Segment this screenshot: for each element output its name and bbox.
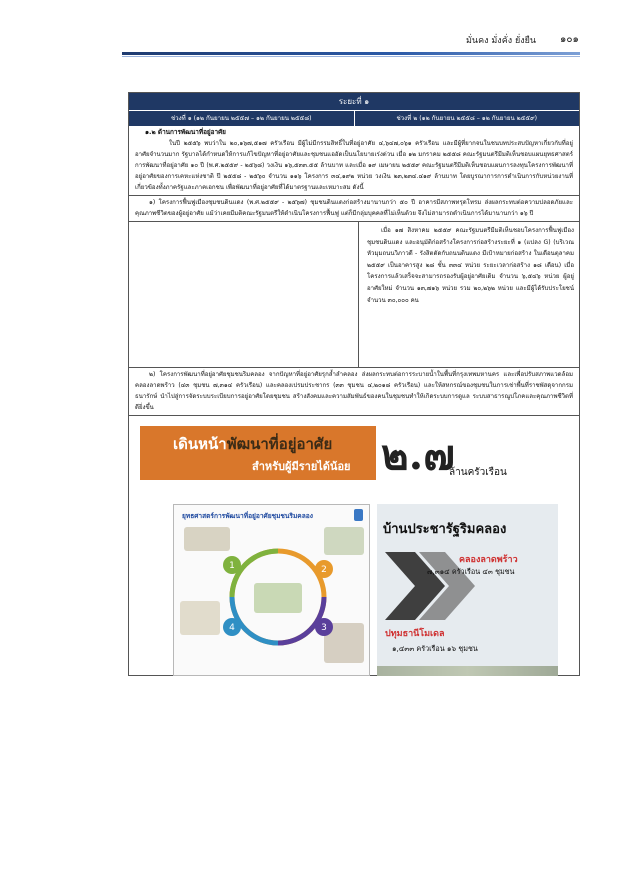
- period-1-header: ช่วงที่ ๑ (๑๒ กันยายน ๒๕๕๗ – ๑๒ กันยายน ๒๕๕๘): [170, 115, 312, 122]
- canal2-info: ๑,๔๓๓ ครัวเรือน ๑๖ ชุมชน: [392, 644, 478, 653]
- step-3-label: 3: [321, 623, 327, 633]
- strategy-cycle-diagram: [174, 505, 371, 677]
- banner: [140, 426, 376, 480]
- banner-line1-white: เดินหน้า: [173, 435, 227, 453]
- strategy-plan-box: [173, 504, 370, 676]
- item1-block: [129, 195, 579, 221]
- canal1-name: คลองลาดพร้าว: [459, 555, 518, 565]
- big-number: ๒.๗: [381, 430, 455, 479]
- intro-paragraph: ในปี ๒๕๕๖ พบว่าใน ๒๐,๑๖๗,๕๑๗ ครัวเรือน มีผู้ไม่มีกรรมสิทธิ์ในที่อยู่อาศัย ๔,๖๔๗,๐๖๑ ครัวเรือน และมีผู้ที่ยากจนในชนบทประสบปัญหาเกี่ยวกับที่อยู่อาศัยจำนวนมาก รัฐบาลได้กำหนดให้การแก้ไขปัญหาที่อยู่อาศัยและชุมชนแออัดเป็นนโยบายเร่งด่วน เมื่อ ๑๒ มกราคม ๒๕๕๘ คณะรัฐมนตรีมีมติเห็นชอบแผนยุทธศาสตร์การพัฒนาที่อยู่อาศัย ๑๐ ปี (พ.ศ.๒๕๕๙ - ๒๕๖๘) วงเงิน ๑๖,๕๓๓.๕๕ ล้านบาท และเมื่อ ๑๙ เมษายน ๒๕๕๙ คณะรัฐมนตรีมีมติเห็นชอบแผนการลงทุนโครงการพัฒนาที่อยู่อาศัยของการเคหะแห่งชาติ ปี ๒๕๕๘ - ๒๕๖๐ จำนวน ๑๑๖ โครงการ ๓๔,๑๙๒ หน่วย วงเงิน ๒๓,๒๓๔.๔๑๙ ล้านบาท โดยบูรณาการการดำเนินการกับหน่วยงานที่เกี่ยวข้องทั้งภาครัฐและภาคเอกชน เพื่อพัฒนาที่อยู่อาศัยที่ได้มาตรฐานและเหมาะสม ดังนี้: [135, 140, 573, 191]
- item1-phase1-cell: [129, 222, 359, 367]
- cycle-center-illustration: [254, 583, 302, 613]
- banner-line1: [173, 432, 332, 456]
- step-4-label: 4: [229, 623, 235, 633]
- village-box: [377, 504, 558, 676]
- page-number: ๑๐๑: [560, 34, 579, 45]
- housing-section: [129, 126, 579, 195]
- item1-phase2-text: เมื่อ ๑๗ สิงหาคม ๒๕๕๙ คณะรัฐมนตรีมีมติเห็นชอบโครงการฟื้นฟูเมืองชุมชนดินแดง และอนุมัติก่อสร้างโครงการก่อสร้างระยะที่ ๑ (แปลง G) (บริเวณหัวมุมถนนวิภาวดี - รังสิตตัดกับถนนดินแดง มีเป้าหมายก่อสร้าง ในเดือนตุลาคม ๒๕๕๙ เป็นอาคารสูง ๒๘ ชั้น ๓๓๔ หน่วย ระยะเวลาก่อสร้าง ๑๘ เดือน) เมื่อโครงการแล้วเสร็จจะสามารถรองรับผู้อยู่อาศัยเดิม จำนวน ๖,๕๔๖ หน่วย ผู้อยู่อาศัยใหม่ จำนวน ๑๓,๗๑๖ หน่วย รวม ๒๐,๒๖๒ หน่วย และมีผู้ได้รับประโยชน์ จำนวน ๓๐,๐๐๐ คน: [367, 227, 574, 304]
- section-heading: ๑.๒ ด้านการพัฒนาที่อยู่อาศัย: [145, 128, 226, 136]
- tree-band: [377, 666, 558, 676]
- plan-step-3: [315, 618, 333, 636]
- period-2-header: ช่วงที่ ๒ (๑๒ กันยายน ๒๕๕๘ – ๑๒ กันยายน ๒๕๕๙): [354, 111, 580, 126]
- banner-line1-dark: พัฒนาที่อยู่อาศัย: [226, 435, 333, 453]
- left-illustration: [180, 601, 220, 635]
- top-right-illustration: [324, 527, 364, 555]
- village-title: บ้านประชารัฐริมคลอง: [383, 522, 507, 537]
- item1-paragraph: ๑) โครงการฟื้นฟูเมืองชุมชนดินแดง (พ.ศ.๒๕๕๙ - ๒๕๖๗) ชุมชนดินแดงก่อสร้างมานานกว่า ๕๐ ปี อาคารมีสภาพทรุดโทรม ส่งผลกระทบต่อความปลอดภัยและคุณภาพชีวิตของผู้อยู่อาศัย แม้ว่าเคยมีมติคณะรัฐมนตรีให้ดำเนินโครงการฟื้นฟู แต่ก็มีกลุ่มบุคคลที่ไม่เห็นด้วย จึงไม่สามารถดำเนินการได้มานานกว่า ๑๖ ปี: [135, 199, 573, 217]
- item1-phase2-cell: [359, 222, 579, 367]
- plan-step-2: [315, 560, 333, 578]
- canal1-info: ๗,๓๑๔ ครัวเรือน ๔๓ ชุมชน: [427, 567, 515, 576]
- step-1-label: 1: [229, 561, 235, 571]
- phase-table: [128, 92, 580, 676]
- header-rule-thin: [122, 56, 580, 57]
- canal2-name: ปทุมธานีโมเดล: [385, 629, 445, 639]
- item2-paragraph: ๒) โครงการพัฒนาที่อยู่อาศัยชุมชนริมคลอง จากปัญหาที่อยู่อาศัยรุกล้ำลำคลอง ส่งผลกระทบต่อการระบายน้ำในพื้นที่กรุงเทพมหานคร และเพื่อปรับสภาพแวดล้อมคลองลาดพร้าว (๔๓ ชุมชน ๗,๓๑๔ ครัวเรือน) และคลองเปรมประชากร (๓๓ ชุมชน ๔,๒๐๑๘ ครัวเรือน) และให้สหกรณ์ของชุมชนในการเช่าพื้นที่ราชพัสดุจากกรมธนารักษ์ นำไปสู่การจัดระบบระเบียบการอยู่อาศัยโดยชุมชน สร้างสังคมและความสัมพันธ์ของคนในชุมชนทำให้เกิดระบบการดูแล ระบบสาธารณูปโภคและคุณภาพชีวิตที่ดียิ่งขึ้น: [135, 371, 573, 411]
- plan-step-4: [223, 618, 241, 636]
- phase-dates-row: [129, 110, 579, 126]
- step-2-label: 2: [321, 565, 327, 575]
- item1-split-row: [129, 221, 579, 367]
- top-left-illustration: [184, 527, 230, 551]
- infographic: [129, 415, 579, 675]
- header-rule: [122, 52, 580, 55]
- plan-title: ยุทธศาสตร์การพัฒนาที่อยู่อาศัยชุมชนริมคลอง: [182, 512, 313, 520]
- big-number-unit: ล้านครัวเรือน: [449, 467, 507, 478]
- plan-step-1: [223, 556, 241, 574]
- banner-line2: สำหรับผู้มีรายได้น้อย: [252, 460, 351, 473]
- item2-block: [129, 367, 579, 415]
- running-head: มั่นคง มั่งคั่ง ยั่งยืน: [466, 36, 537, 46]
- phase-title: ระยะที่ ๑: [129, 93, 579, 110]
